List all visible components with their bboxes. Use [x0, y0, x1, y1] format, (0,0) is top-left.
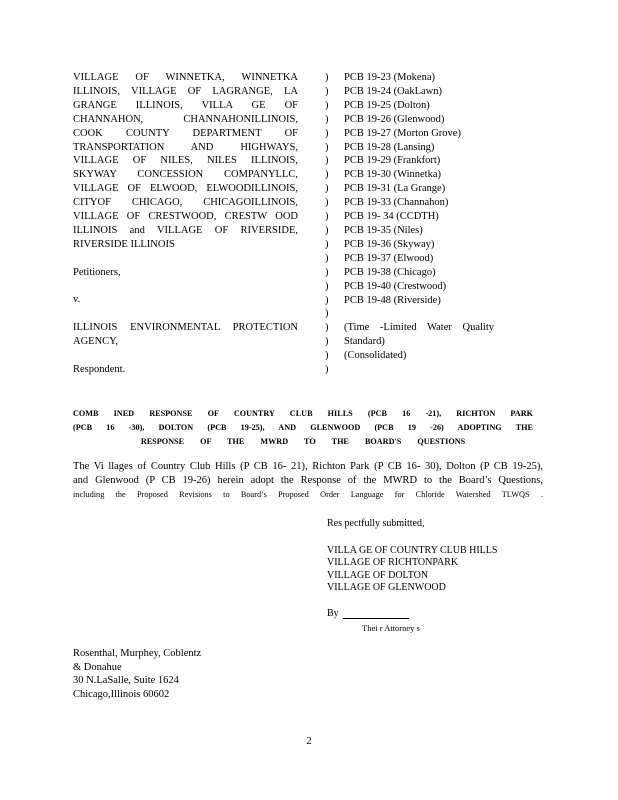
signatory-village: VILLAGE OF DOLTON [327, 569, 429, 581]
paren: ) [325, 127, 329, 139]
case-number: PCB 19-30 (Winnetka) [344, 169, 441, 181]
paren: ) [325, 280, 329, 292]
petitioners-label: Petitioners, [73, 266, 121, 278]
signature-block [327, 518, 497, 595]
paren: ) [325, 155, 329, 167]
petitioner-line: ILLINOIS and VILLAGE OF RIVERSIDE, [73, 224, 298, 236]
petitioner-line: VILLAGE OF CRESTWOOD, CRESTW OOD [73, 211, 298, 223]
versus-label: v. [73, 294, 81, 306]
attorney-label: Thei r Attorney s [362, 623, 420, 633]
paren: ) [325, 252, 329, 264]
by-label: By [327, 608, 339, 619]
case-number: PCB 19-28 (Lansing) [344, 141, 435, 153]
petitioner-line: ILLINOIS, VILLAGE OF LAGRANGE, LA [73, 85, 298, 97]
signatory-village: VILLAGE OF RICHTONPARK [327, 557, 459, 568]
case-numbers [344, 71, 494, 363]
petitioner-line: VILLAGE OF NILES, NILES ILLINOIS, [73, 155, 298, 167]
paren: ) [325, 113, 329, 125]
paren: ) [325, 211, 329, 223]
paren: ) [325, 294, 329, 306]
paren: ) [325, 364, 329, 376]
paren: ) [325, 72, 329, 83]
firm-address [73, 647, 201, 701]
petitioner-line: VILLAGE OF ELWOOD, ELWOODILLINOIS, [73, 183, 298, 195]
case-number: PCB 19-33 (Channahon) [344, 197, 449, 209]
case-number: PCB 19-25 (Dolton) [344, 99, 430, 111]
address-line: Chicago,Illinois 60602 [73, 688, 170, 700]
respondent-line: AGENCY, [73, 336, 119, 348]
paren: ) [325, 85, 329, 97]
case-number: PCB 19-38 (Chicago) [344, 266, 436, 278]
body-line-1: The Vi llages of Country Club Hills (P CB 16- 21), Richton Park (P CB 16- 30), Dolton (P CB 19-25), [73, 461, 543, 472]
case-number: PCB 19-37 (Elwood) [344, 252, 434, 264]
paren: ) [325, 183, 329, 195]
case-number: PCB 19-31 (La Grange) [344, 183, 446, 195]
address-line: Rosenthal, Murphey, Coblentz [73, 648, 202, 659]
petitioner-line: VILLAGE OF WINNETKA, WINNETKA [73, 72, 298, 83]
signatory-village: VILLAGE OF GLENWOOD [327, 582, 446, 593]
address-line: & Donahue [73, 661, 122, 673]
signature-blank [343, 608, 409, 619]
paren: ) [325, 197, 329, 209]
paren: ) [325, 224, 329, 236]
title-line-2: (PCB 16 -30), DOLTON (PCB 19-25), AND GLENWOOD (PCB 19 -26) ADOPTING THE [73, 423, 533, 432]
body-line-2: and Glenwood (P CB 19-26) herein adopt the Response of the MWRD to the Board’s Questions, [73, 475, 543, 486]
case-number: PCB 19- 34 (CCDTH) [344, 211, 439, 223]
address-line: 30 N.LaSalle, Suite 1624 [73, 675, 179, 686]
proceeding-type: Standard) [344, 336, 385, 348]
paren: ) [325, 266, 329, 278]
case-number: PCB 19-35 (Niles) [344, 224, 423, 236]
paren: ) [325, 141, 329, 153]
title-line-3: RESPONSE OF THE MWRD TO THE BOARD'S QUESTIONS [140, 437, 466, 446]
case-number: PCB 19-24 (OakLawn) [344, 85, 442, 97]
proceeding-type: (Time -Limited Water Quality [344, 322, 494, 334]
case-number: PCB 19-29 (Frankfort) [344, 155, 441, 167]
petitioner-line: COOK COUNTY DEPARTMENT OF [73, 127, 298, 139]
document-title [73, 407, 533, 449]
case-caption-parties [73, 71, 298, 377]
paren: ) [325, 238, 329, 250]
respondent-line: ILLINOIS ENVIRONMENTAL PROTECTION [73, 322, 298, 334]
case-number: PCB 19-40 (Crestwood) [344, 280, 447, 292]
petitioner-line: RIVERSIDE ILLINOIS [73, 238, 175, 250]
case-number: PCB 19-48 (Riverside) [344, 294, 441, 306]
petitioner-line: GRANGE ILLINOIS, VILLA GE OF [73, 99, 298, 111]
petitioner-line: CHANNAHON, CHANNAHONILLINOIS, [73, 113, 298, 125]
case-number: PCB 19-26 (Glenwood) [344, 113, 445, 125]
petitioner-line: TRANSPORTATION AND HIGHWAYS, [73, 141, 298, 153]
proceeding-type: (Consolidated) [344, 350, 407, 362]
petitioner-line: CITYOF CHICAGO, CHICAGOILLINOIS, [73, 197, 298, 209]
respondent-label: Respondent. [73, 363, 126, 375]
caption-paren-column [325, 71, 329, 377]
petitioner-line: SKYWAY CONCESSION COMPANYLLC, [73, 169, 298, 181]
case-number: PCB 19-27 (Morton Grove) [344, 127, 461, 139]
signature-line [327, 608, 409, 619]
paren: ) [325, 322, 329, 334]
paren: ) [325, 169, 329, 181]
body-paragraph [73, 460, 543, 502]
paren: ) [325, 308, 329, 320]
title-line-1: COMB INED RESPONSE OF COUNTRY CLUB HILLS (PCB 16 -21), RICHTON PARK [73, 409, 533, 418]
paren: ) [325, 350, 329, 362]
signatory-village: VILLA GE OF COUNTRY CLUB HILLS [327, 544, 498, 556]
closing-text: Res pectfully submitted, [327, 518, 425, 529]
case-number: PCB 19-23 (Mokena) [344, 72, 435, 83]
case-number: PCB 19-36 (Skyway) [344, 238, 435, 250]
page-number: 2 [306, 736, 312, 747]
paren: ) [325, 99, 329, 111]
body-line-3: including the Proposed Revisions to Board’s Proposed Order Language for Chloride Watershed TLWQS . [73, 490, 543, 499]
paren: ) [325, 336, 329, 348]
